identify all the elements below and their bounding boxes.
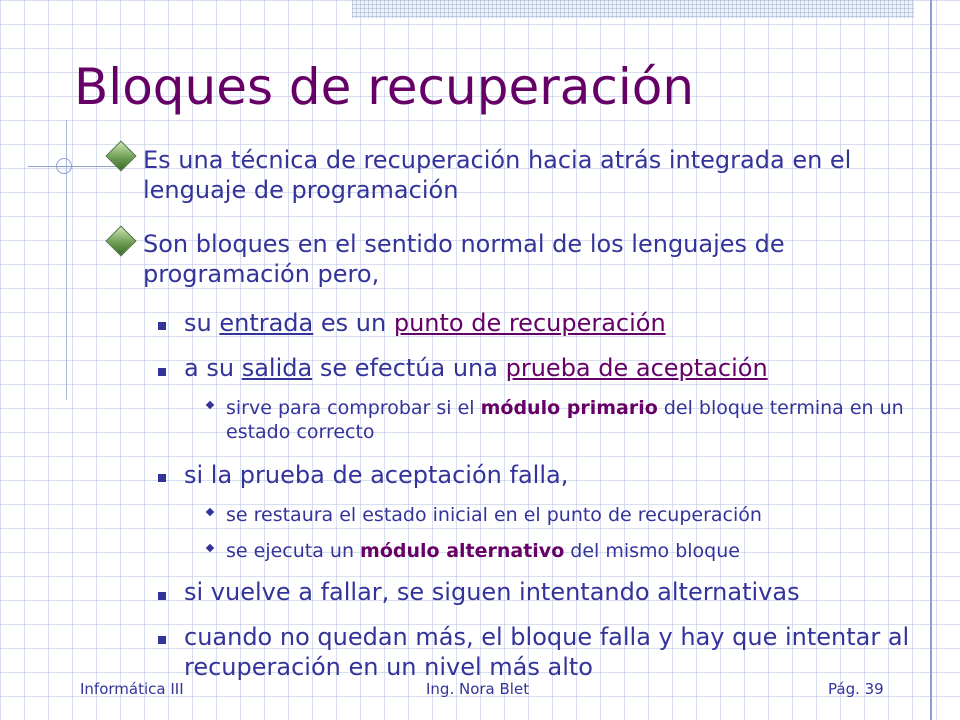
bullet-2-text: Son bloques en el sentido normal de los lenguajes de programación pero, — [143, 230, 785, 288]
sub-item-text: a su — [184, 354, 242, 382]
detail-modulo-primario — [226, 396, 916, 444]
underlined-term-salida: salida — [241, 354, 313, 382]
detail-modulo-alternativo — [226, 539, 916, 563]
sub-item-text: su — [184, 309, 220, 337]
sub-item-salida — [184, 353, 924, 383]
detail-text: del mismo bloque — [564, 540, 740, 562]
detail-text: se ejecuta un — [226, 540, 361, 562]
diamond-bullet-icon — [105, 140, 136, 171]
small-diamond-bullet-icon — [206, 508, 214, 516]
square-bullet-icon — [158, 368, 166, 376]
square-bullet-icon — [158, 636, 166, 644]
square-bullet-icon — [158, 322, 166, 330]
footer-course: Informática III — [80, 680, 184, 698]
underlined-term-entrada: entrada — [219, 309, 314, 337]
small-diamond-bullet-icon — [206, 401, 214, 409]
bullet-1-text: Es una técnica de recuperación hacia atrás integrada en el lenguaje de programación — [143, 146, 852, 204]
square-bullet-icon — [158, 474, 166, 482]
bold-term-modulo-alternativo: módulo alternativo — [360, 540, 565, 562]
square-bullet-icon — [158, 592, 166, 600]
footer-author: Ing. Nora Blet — [426, 680, 530, 698]
diamond-bullet-icon — [105, 225, 136, 256]
slide-title: Bloques de recuperación — [74, 58, 695, 116]
sub-item-text: es un — [313, 309, 394, 337]
small-diamond-bullet-icon — [206, 544, 214, 552]
link-punto-de-recuperacion[interactable]: punto de recuperación — [393, 309, 666, 337]
sub-item-vuelve-a-fallar: si vuelve a fallar, se siguen intentando alternativas — [184, 578, 800, 606]
sub-item-no-quedan-mas: cuando no quedan más, el bloque falla y hay que intentar al recuperación en un nivel más alto — [184, 623, 910, 681]
footer-page-number: Pág. 39 — [828, 680, 884, 698]
bold-term-modulo-primario: módulo primario — [480, 397, 658, 419]
sub-item-entrada — [184, 308, 924, 338]
sub-item-prueba-falla: si la prueba de aceptación falla, — [184, 461, 569, 489]
link-prueba-de-aceptacion[interactable]: prueba de aceptación — [505, 354, 768, 382]
detail-text: del bloque termina en un estado correcto — [226, 397, 904, 443]
sub-item-text: se efectúa una — [312, 354, 506, 382]
detail-restaura-estado: se restaura el estado inicial en el punto de recuperación — [226, 504, 762, 526]
detail-text: sirve para comprobar si el — [226, 397, 481, 419]
